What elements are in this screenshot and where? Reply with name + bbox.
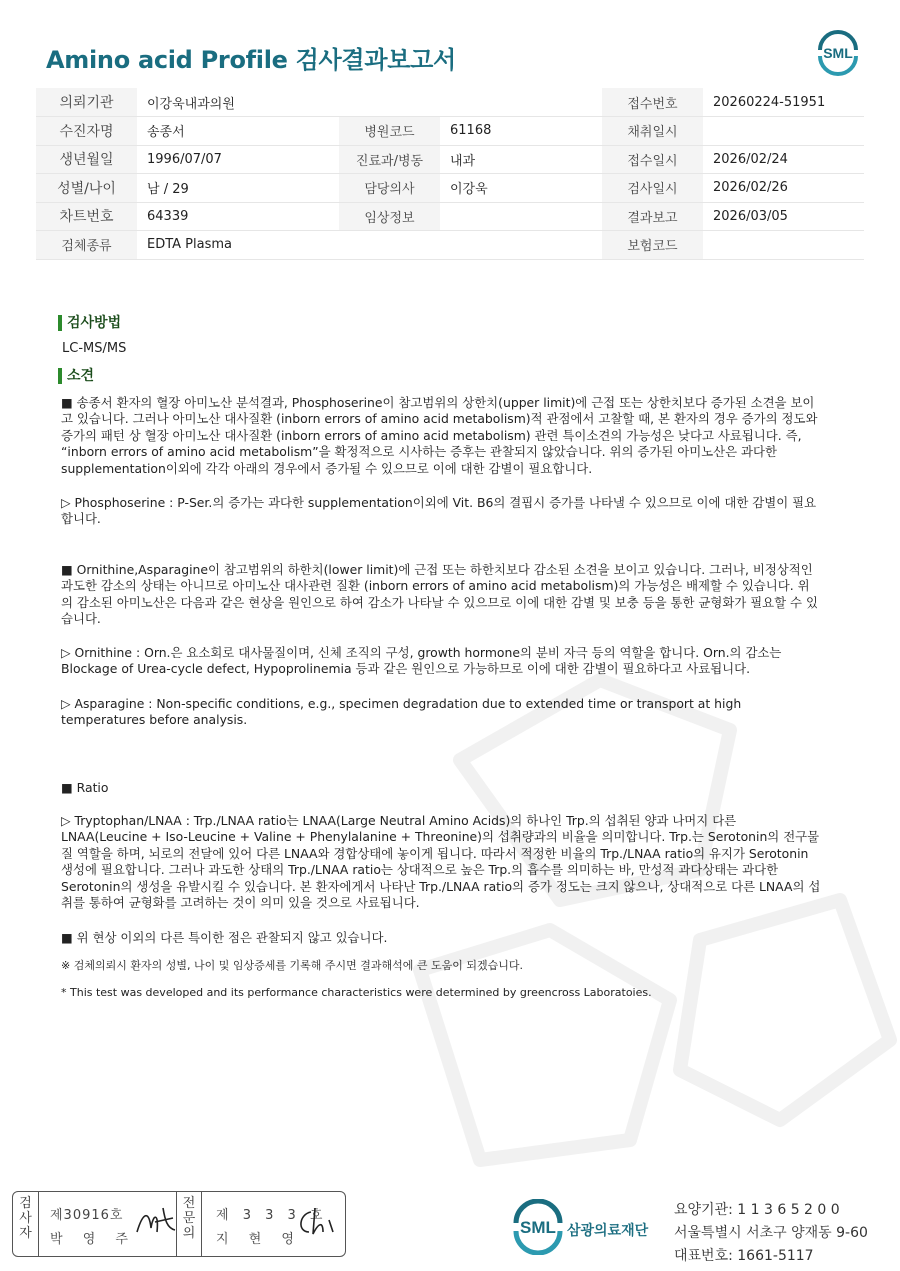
patient-info-table — [36, 88, 864, 260]
hospital-code-label: 병원코드 — [339, 117, 440, 146]
info-row — [36, 174, 864, 203]
chart-value: 64339 — [137, 202, 339, 231]
sml-logo-text: SML — [823, 45, 853, 61]
findings-heading: 소견 — [58, 368, 94, 384]
examiner-signature — [133, 1204, 179, 1240]
specialist-label: 전문의 — [176, 1192, 202, 1256]
finding-phosphoserine: ▷ Phosphoserine : P-Ser.의 증가는 과다한 supplementation이외에 Vit. B6의 결핍시 증가를 나타낼 수 있으므로 이에 대한 감별이 필요합니다. — [61, 495, 817, 527]
ratio-heading: ■ Ratio — [61, 780, 109, 795]
signature-box — [12, 1191, 346, 1257]
clinical-label: 임상정보 — [339, 202, 440, 231]
insurance-code-value — [703, 231, 864, 260]
method-heading: 검사방법 — [58, 315, 121, 331]
sex-age-value: 남 / 29 — [137, 174, 339, 203]
sex-age-label: 성별/나이 — [36, 174, 137, 203]
test-date-label: 검사일시 — [602, 174, 703, 203]
receipt-no-value: 20260224-51951 — [703, 88, 864, 117]
clinical-value — [440, 202, 602, 231]
finding-paragraph-increase: ■ 송종서 환자의 혈장 아미노산 분석결과, Phosphoserine이 참고범위의 상한치(upper limit)에 근접 또는 상한치보다 증가된 소견을 보이고 있습니다. 그러나 아미노산 대사질환 (inborn errors of amino acid metabolism)적 관점에서 고찰할 때, 본 환자의 경우 증가의 정도와 증가의 패턴 상 혈장 아미노산 대사질환 (inborn errors of amino acid metabolism) 관련 특이소견의 가능성은 낮다고 사료됩니다. 즉, “inborn errors of amino acid metabolism”을 확정적으로 시사하는 증후는 관찰되지 않았습니다. 위의 증가된 아미노산은 과다한 supplementation이외에 각각 아래의 경우에서 증가될 수 있으므로 이에 대한 감별이 필요합니다. — [61, 395, 818, 476]
info-row — [36, 117, 864, 146]
chart-label: 차트번호 — [36, 202, 137, 231]
info-row — [36, 145, 864, 174]
birth-label: 생년월일 — [36, 145, 137, 174]
finding-asparagine: ▷ Asparagine : Non-specific conditions, e.g., specimen degradation due to extended time or transport at high temperatures before analysis. — [61, 696, 742, 728]
sml-footer-logo-text: SML — [520, 1218, 556, 1237]
info-row — [36, 202, 864, 231]
examiner-number: 제30916호 — [50, 1208, 124, 1223]
info-row — [36, 231, 864, 260]
patient-label: 수진자명 — [36, 117, 137, 146]
sml-footer-logo-icon — [508, 1199, 568, 1255]
birth-value: 1996/07/07 — [137, 145, 339, 174]
examiner-label: 검사자 — [13, 1192, 39, 1256]
finding-tryptophan-lnaa: ▷ Tryptophan/LNAA : Trp./LNAA ratio는 LNAA(Large Neutral Amino Acids)의 하나인 Trp.의 섭취된 양과 나머지 다른 LNAA(Leucine + Iso-Leucine + Valine + Phenylalanine + Threonine)의 섭취량과의 비율을 의미합니다. Trp.는 Serotonin의 전구물질 역할을 하며, 뇌로의 전달에 있어 다른 LNAA와 경합상태에 놓이게 됩니다. 따라서 적정한 비율의 Trp./LNAA ratio의 유지가 Serotonin 생성에 필요합니다. 그러나 과도한 상태의 Trp./LNAA ratio는 상대적으로 높은 Trp.의 흡수를 의미하는 바, 만성적 과다상태는 과다한 Serotonin의 생성을 유발시킬 수 있습니다. 본 환자에게서 나타난 Trp./LNAA ratio의 증가 정도는 크지 않으나, 상대적으로 다른 LNAA의 섭취를 통하여 균형화를 고려하는 것이 의미 있을 것으로 사료됩니다. — [61, 813, 821, 911]
specialist-number: 제 3 3 3 호 — [216, 1208, 328, 1223]
report-title: Amino acid Profile 검사결과보고서 — [46, 46, 456, 74]
department-value: 내과 — [440, 145, 602, 174]
foundation-name: 삼광의료재단 — [567, 1223, 649, 1239]
patient-value: 송종서 — [137, 117, 339, 146]
receipt-no-label: 접수번호 — [602, 88, 703, 117]
specialist-name: 지 현 영 — [216, 1232, 302, 1247]
collection-date-value — [703, 117, 864, 146]
report-date-label: 결과보고 — [602, 202, 703, 231]
address: 서울특별시 서초구 양재동 9-60 — [674, 1225, 868, 1241]
method-value: LC-MS/MS — [62, 341, 127, 356]
receipt-date-value: 2026/02/24 — [703, 145, 864, 174]
test-date-value: 2026/02/26 — [703, 174, 864, 203]
insurance-code-label: 보험코드 — [602, 231, 703, 260]
sml-logo-icon — [812, 30, 864, 76]
finding-ornithine: ▷ Ornithine : Orn.은 요소회로 대사물질이며, 신체 조직의 구성, growth hormone의 분비 자극 등의 역할을 합니다. Orn.의 감소는 Blockage of Urea-cycle defect, Hypoprolinemia 등과 같은 원인으로 가능하므로 이에 대한 감별이 필요하다고 사료됩니다. — [61, 645, 782, 677]
info-row — [36, 88, 864, 117]
doctor-label: 담당의사 — [339, 174, 440, 203]
receipt-date-label: 접수일시 — [602, 145, 703, 174]
care-institution-number: 요양기관: 1 1 3 6 5 2 0 0 — [674, 1202, 840, 1218]
institution-label: 의뢰기관 — [36, 88, 137, 117]
note-test-developed: * This test was developed and its performance characteristics were determined by greencross Laboratoies. — [61, 986, 652, 999]
department-label: 진료과/병동 — [339, 145, 440, 174]
report-date-value: 2026/03/05 — [703, 202, 864, 231]
note-specimen-request: ※ 검체의뢰시 환자의 성별, 나이 및 임상증세를 기록해 주시면 결과해석에 큰 도움이 되겠습니다. — [61, 959, 523, 972]
specimen-label: 검체종류 — [36, 231, 137, 260]
phone-number: 대표번호: 1661-5117 — [674, 1248, 814, 1264]
institution-value: 이강욱내과의원 — [137, 88, 602, 117]
examiner-name: 박 영 주 — [50, 1232, 136, 1247]
specimen-value: EDTA Plasma — [137, 231, 602, 260]
doctor-value: 이강욱 — [440, 174, 602, 203]
finding-paragraph-decrease: ■ Ornithine,Asparagine이 참고범위의 하한치(lower limit)에 근접 또는 하한치보다 감소된 소견을 보이고 있습니다. 그러나, 비정상적인 과도한 감소의 상태는 아니므로 아미노산 대사관련 질환 (inborn errors of amino acid metabolism)의 가능성은 배제할 수 있습니다. 위의 감소된 아미노산은 다음과 같은 현상을 원인으로 하여 감소가 나타날 수 있으므로 이에 대한 감별 및 보충 등을 통한 균형화가 필요할 수 있습니다. — [61, 562, 818, 627]
hospital-code-value: 61168 — [440, 117, 602, 146]
collection-date-label: 채취일시 — [602, 117, 703, 146]
specialist-signature — [293, 1204, 341, 1240]
finding-no-other: ■ 위 현상 이외의 다른 특이한 점은 관찰되지 않고 있습니다. — [61, 930, 388, 945]
